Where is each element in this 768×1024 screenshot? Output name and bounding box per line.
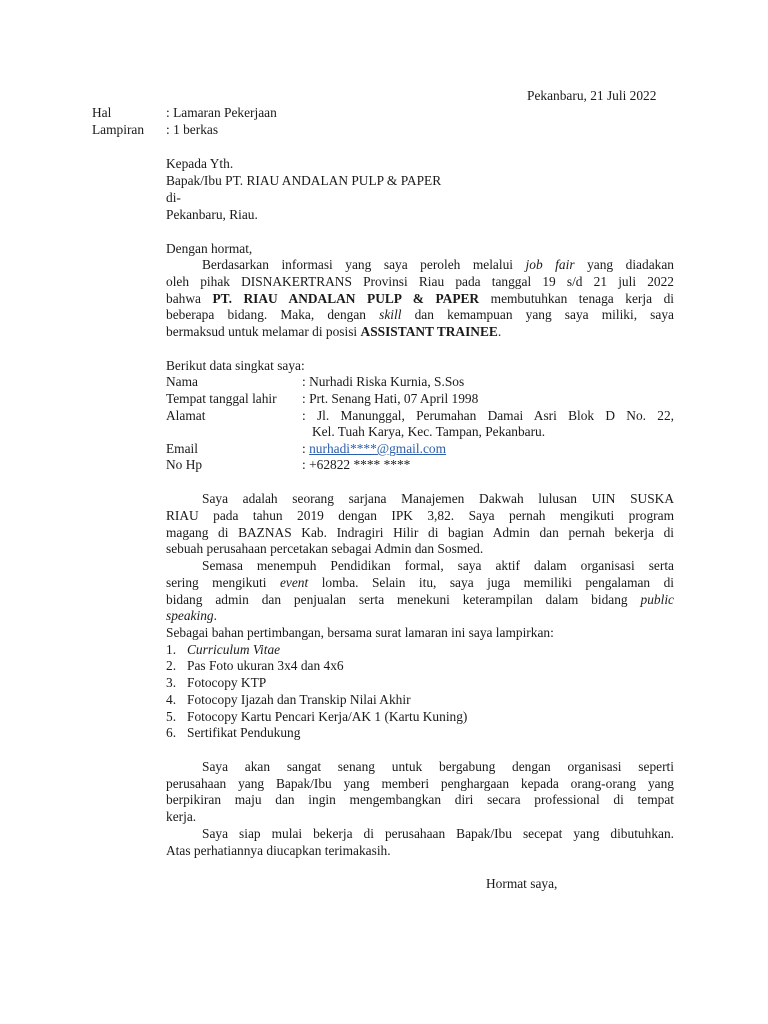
attachments-intro: Sebagai bahan pertimbangan, bersama surat lamaran ini saya lampirkan:	[166, 625, 554, 640]
attachment-item-text: Pas Foto ukuran 3x4 dan 4x6	[187, 658, 344, 673]
lampiran-value: : 1 berkas	[166, 122, 219, 137]
body1-line-4: sebuah perusahaan percetakan sebagai Admin dan Sosmed.	[166, 541, 484, 556]
attachment-item-text: Fotocopy Ijazah dan Transkip Nilai Akhir	[187, 692, 411, 707]
letter-date: Pekanbaru, 21 Juli 2022	[527, 88, 657, 103]
body1-line-1: Saya adalah seorang sarjana Manajemen Dakwah lulusan UIN SUSKA	[202, 491, 674, 506]
attachment-item-text: Curriculum Vitae	[187, 642, 281, 657]
body2-line-3: bidang admin dan penjualan serta menekuni keterampilan dalam bidang public	[166, 592, 674, 607]
closing1-line-2: perusahaan yang Bapak/Ibu yang memberi penghargaan kepada orang-orang yang	[166, 776, 674, 791]
closing2-line-2: Atas perhatiannya diucapkan terimakasih.	[166, 843, 391, 858]
nama-value: : Nurhadi Riska Kurnia, S.Sos	[302, 374, 465, 389]
intro-line-4: beberapa bidang. Maka, dengan skill dan kemampuan yang saya miliki, saya	[166, 307, 674, 322]
hp-value: : +62822 **** ****	[302, 457, 411, 472]
intro-line-1: Berdasarkan informasi yang saya peroleh melalui job fair yang diadakan	[202, 257, 674, 272]
attachment-item: 1.	[166, 642, 177, 657]
body2-line-1: Semasa menempuh Pendidikan formal, saya aktif dalam organisasi serta	[202, 558, 674, 573]
email-link[interactable]: nurhadi****@gmail.com	[309, 441, 447, 456]
attachment-item: 2.	[166, 658, 177, 673]
body1-line-3: magang di BAZNAS Kab. Indragiri Hilir di bagian Admin dan pernah bekerja di	[166, 525, 674, 540]
alamat-value-1: : Jl. Manunggal, Perumahan Damai Asri Blok D No. 22,	[302, 408, 674, 423]
body2-line-4: speaking.	[166, 608, 217, 623]
recipient-line-2: Bapak/Ibu PT. RIAU ANDALAN PULP & PAPER	[166, 173, 442, 188]
attachment-item-text: Fotocopy KTP	[187, 675, 267, 690]
ttl-value: : Prt. Senang Hati, 07 April 1998	[302, 391, 479, 406]
alamat-value-2: Kel. Tuah Karya, Kec. Tampan, Pekanbaru.	[312, 424, 546, 439]
closing1-line-4: kerja.	[166, 809, 197, 824]
attachment-item: 5.	[166, 709, 177, 724]
recipient-line-3: di-	[166, 190, 181, 205]
greeting: Dengan hormat,	[166, 241, 253, 256]
attachment-item-text: Fotocopy Kartu Pencari Kerja/AK 1 (Kartu Kuning)	[187, 709, 468, 724]
hal-label: Hal	[92, 105, 112, 120]
recipient-line-4: Pekanbaru, Riau.	[166, 207, 258, 222]
attachment-item: 4.	[166, 692, 177, 707]
attachment-item: 3.	[166, 675, 177, 690]
recipient-line-1: Kepada Yth.	[166, 156, 234, 171]
lampiran-label: Lampiran	[92, 122, 145, 137]
nama-label: Nama	[166, 374, 198, 389]
closing2-line-1: Saya siap mulai bekerja di perusahaan Bapak/Ibu secepat yang dibutuhkan.	[202, 826, 674, 841]
attachment-item-text: Sertifikat Pendukung	[187, 725, 301, 740]
attachment-item: 6.	[166, 725, 177, 740]
body1-line-2: RIAU pada tahun 2019 dengan IPK 3,82. Saya pernah mengikuti program	[166, 508, 674, 523]
data-intro: Berikut data singkat saya:	[166, 358, 305, 373]
ttl-label: Tempat tanggal lahir	[166, 391, 277, 406]
intro-line-3: bahwa PT. RIAU ANDALAN PULP & PAPER membutuhkan tenaga kerja di	[166, 291, 674, 306]
closing1-line-1: Saya akan sangat senang untuk bergabung dengan organisasi seperti	[202, 759, 674, 774]
email-label: Email	[166, 441, 198, 456]
signoff: Hormat saya,	[486, 876, 558, 891]
intro-line-5: bermaksud untuk melamar di posisi ASSISTANT TRAINEE.	[166, 324, 502, 339]
alamat-label: Alamat	[166, 408, 206, 423]
body2-line-2: sering mengikuti event lomba. Selain itu, saya juga memiliki pengalaman di	[166, 575, 674, 590]
email-row	[302, 441, 446, 458]
email-colon: :	[302, 441, 306, 456]
hal-value: : Lamaran Pekerjaan	[166, 105, 277, 120]
closing1-line-3: berpikiran maju dan ingin mengembangkan diri secara professional di tempat	[166, 792, 674, 807]
hp-label: No Hp	[166, 457, 203, 472]
intro-line-2: oleh pihak DISNAKERTRANS Provinsi Riau pada tanggal 19 s/d 21 juli 2022	[166, 274, 674, 289]
